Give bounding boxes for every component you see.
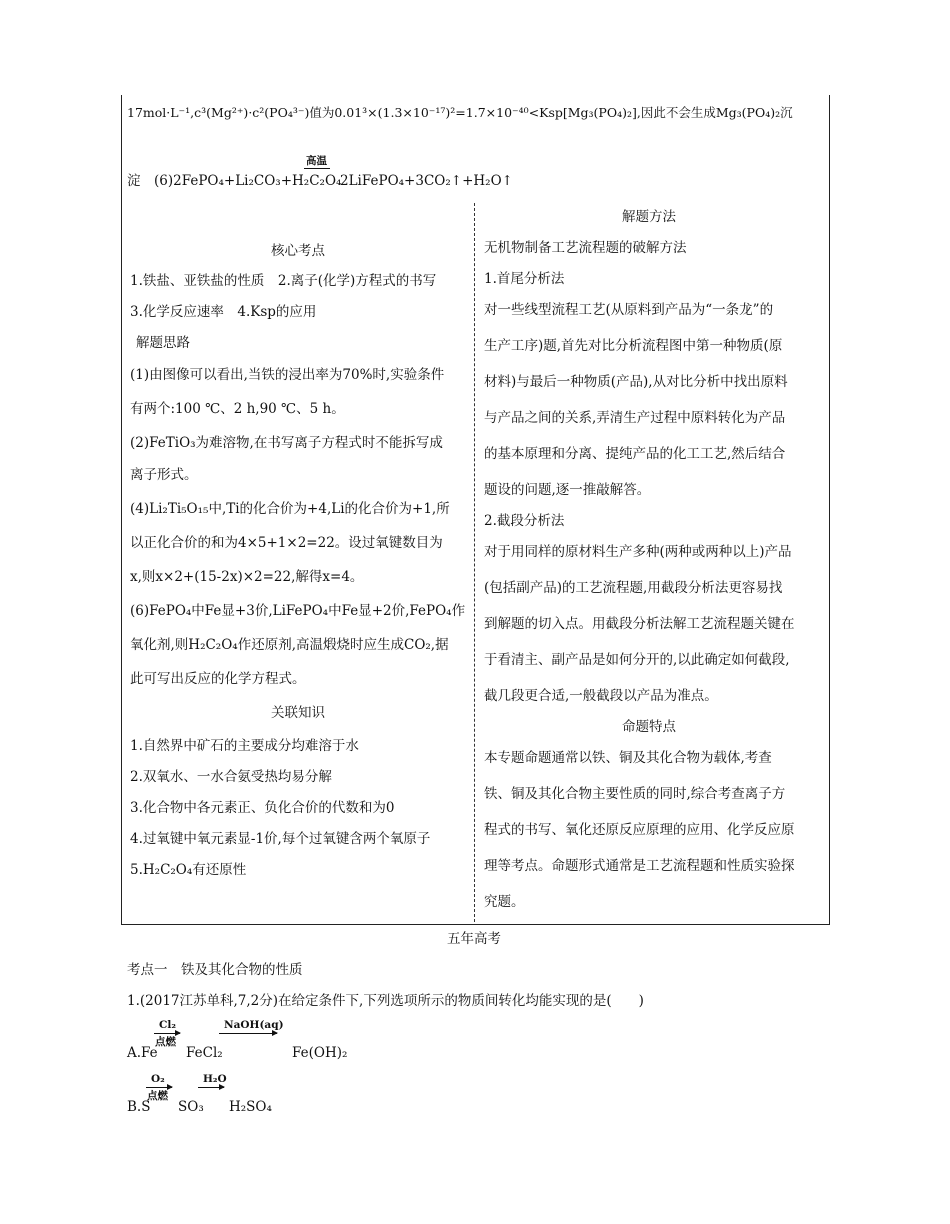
feature-line: 程式的书写、氧化还原反应原理的应用、化学反应原 [484, 822, 795, 838]
method-line: 无机物制备工艺流程题的破解方法 [484, 240, 687, 256]
related-item: 1.自然界中矿石的主要成分均难溶于水 [130, 738, 359, 754]
feature-line: 本专题命题通常以铁、铜及其化合物为载体,考查 [484, 750, 772, 766]
approach-line: 氧化剂,则H₂C₂O₄作还原剂,高温煅烧时应生成CO₂,据 [130, 637, 449, 653]
approach-title: 解题思路 [136, 335, 190, 351]
approach-line: (1)由图像可以看出,当铁的浸出率为70%时,实验条件 [130, 367, 445, 383]
core-points-title: 核心考点 [271, 243, 325, 259]
core-item: 3.化学反应速率 4.Ksp的应用 [130, 304, 317, 320]
option-b-label: B.S [127, 1099, 151, 1115]
method-line: (包括副产品)的工艺流程题,用截段分析法更容易找 [484, 580, 783, 596]
method-line: 2.截段分析法 [484, 513, 565, 529]
approach-line: 有两个:100 ℃、2 h,90 ℃、5 h。 [130, 401, 345, 417]
reaction-condition: 高温 [306, 155, 327, 167]
question-text: 1.(2017江苏单科,7,2分)在给定条件下,下列选项所示的物质间转化均能实现的是( ) [127, 993, 644, 1009]
method-line: 到解题的切入点。用截段分析法解工艺流程题关键在 [484, 616, 795, 632]
answer-line-2-prefix: 淀 (6)2FePO₄+Li₂CO₃+H₂C₂O₄ [127, 173, 342, 189]
section-title: 五年高考 [447, 931, 501, 947]
method-line: 对一些线型流程工艺(从原料到产品为“一条龙”的 [484, 302, 774, 318]
answer-line-2-suffix: 2LiFePO₄+3CO₂↑+H₂O↑ [340, 173, 513, 189]
related-title: 关联知识 [271, 705, 325, 721]
core-item: 1.铁盐、亚铁盐的性质 2.离子(化学)方程式的书写 [130, 273, 437, 289]
option-a-end: Fe(OH)₂ [292, 1045, 348, 1061]
option-b-cond2-top: H₂O [203, 1073, 227, 1085]
approach-line: (2)FeTiO₃为难溶物,在书写离子方程式时不能拆写成 [130, 435, 443, 451]
method-line: 截几段更合适,一般截段以产品为准点。 [484, 688, 718, 704]
option-a-arrow-2 [219, 1033, 277, 1034]
approach-line: 离子形式。 [130, 467, 198, 483]
option-a-cond1-top: Cl₂ [159, 1019, 176, 1031]
method-line: 对于用同样的原材料生产多种(两种或两种以上)产品 [484, 544, 792, 560]
column-divider [474, 203, 475, 922]
option-a-mid: FeCl₂ [186, 1045, 223, 1061]
related-item: 3.化合物中各元素正、负化合价的代数和为0 [130, 800, 395, 816]
method-line: 与产品之间的关系,弄清生产过程中原料转化为产品 [484, 410, 786, 426]
option-a-cond1-bottom: 点燃 [155, 1036, 176, 1048]
feature-line: 理等考点。命题形式通常是工艺流程题和性质实验探 [484, 858, 795, 874]
feature-title: 命题特点 [622, 719, 676, 735]
method-title: 解题方法 [622, 209, 676, 225]
related-item: 5.H₂C₂O₄有还原性 [130, 862, 247, 878]
approach-line: 以正化合价的和为4×5+1×2=22。设过氧键数目为 [130, 535, 443, 551]
method-line: 的基本原理和分离、提纯产品的化工工艺,然后结合 [484, 446, 786, 462]
option-b-cond1-bottom: 点燃 [147, 1090, 168, 1102]
approach-line: x,则x×2+(15-2x)×2=22,解得x=4。 [130, 569, 364, 585]
answer-line-1: 17mol·L⁻¹,c³(Mg²⁺)·c²(PO₄³⁻)值为0.01³×(1.3×10⁻¹⁷)²=1.7×10⁻⁴⁰<Ksp[Mg₃(PO₄)₂],因此不会生成Mg₃(PO₄)₂沉 [127, 105, 793, 120]
method-line: 题设的问题,逐一推敲解答。 [484, 482, 651, 498]
option-b-mid: SO₃ [178, 1099, 204, 1115]
option-b-end: H₂SO₄ [229, 1099, 272, 1115]
option-b-cond1-top: O₂ [151, 1073, 165, 1085]
option-a-cond2-top: NaOH(aq) [224, 1019, 284, 1031]
option-a-label: A.Fe [127, 1045, 158, 1061]
method-line: 于看清主、副产品是如何分开的,以此确定如何截段, [484, 652, 790, 668]
approach-line: (4)Li₂Ti₅O₁₅中,Ti的化合价为+4,Li的化合价为+1,所 [130, 501, 450, 517]
feature-line: 铁、铜及其化合物主要性质的同时,综合考查离子方 [484, 786, 786, 802]
method-line: 1.首尾分析法 [484, 271, 565, 287]
related-item: 2.双氧水、一水合氨受热均易分解 [130, 769, 332, 785]
related-item: 4.过氧键中氧元素显-1价,每个过氧键含两个氧原子 [130, 831, 431, 847]
feature-line: 究题。 [484, 894, 525, 910]
method-line: 材料)与最后一种物质(产品),从对比分析中找出原料 [484, 374, 788, 390]
approach-line: 此可写出反应的化学方程式。 [130, 671, 306, 687]
option-b-arrow-2 [198, 1087, 224, 1088]
approach-line: (6)FePO₄中Fe显+3价,LiFePO₄中Fe显+2价,FePO₄作 [130, 603, 466, 619]
option-a-arrow-1 [154, 1033, 180, 1034]
topic-heading: 考点一 铁及其化合物的性质 [127, 962, 303, 978]
option-b-arrow-1 [146, 1087, 172, 1088]
method-line: 生产工序)题,首先对比分析流程图中第一种物质(原 [484, 338, 783, 354]
